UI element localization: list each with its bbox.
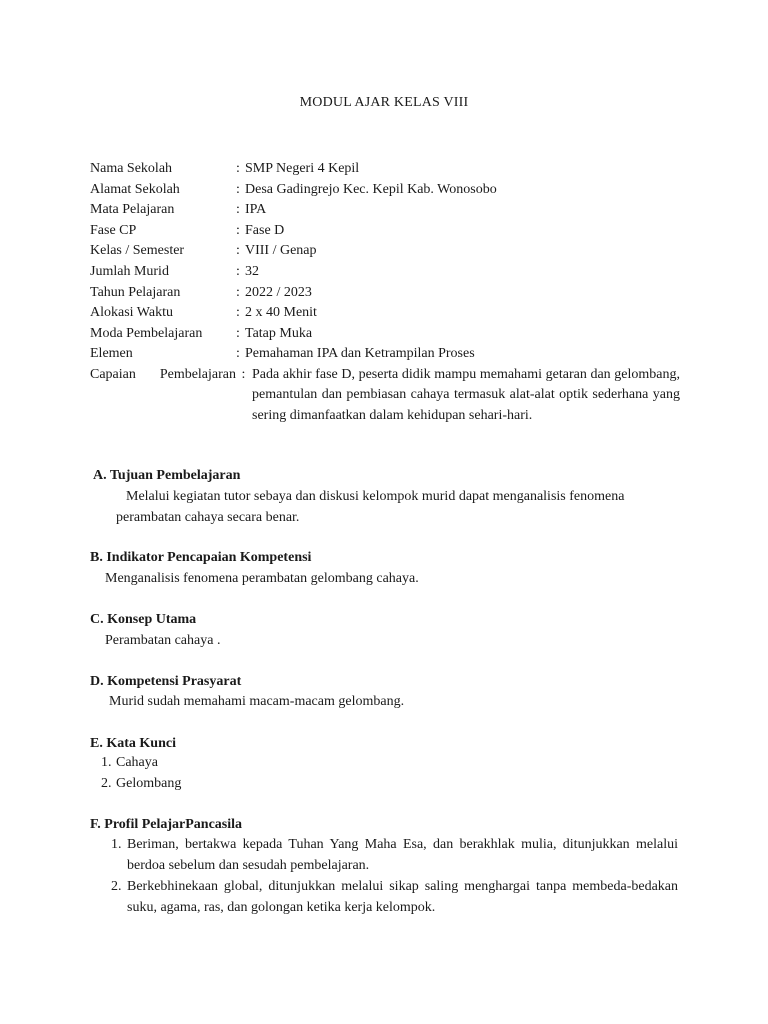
list-item bbox=[101, 753, 401, 774]
info-value: 32 bbox=[245, 263, 259, 279]
info-value: 2 x 40 Menit bbox=[245, 305, 317, 321]
info-row-fase-cp bbox=[90, 221, 680, 242]
info-row-jumlah-murid bbox=[90, 262, 680, 283]
info-colon: : bbox=[236, 305, 240, 321]
info-value: Pemahaman IPA dan Ketrampilan Proses bbox=[245, 346, 475, 362]
section-a-text-line-1: Melalui kegiatan tutor sebaya dan diskusi kelompok murid dapat menganalisis fenomena bbox=[126, 489, 625, 504]
document-title: MODUL AJAR KELAS VIII bbox=[299, 95, 469, 110]
info-label: Alamat Sekolah bbox=[90, 181, 180, 197]
list-item bbox=[101, 774, 401, 795]
info-row-moda-pembelajaran bbox=[90, 324, 680, 345]
info-value: Fase D bbox=[245, 222, 285, 238]
info-colon: : bbox=[236, 161, 240, 176]
info-label: Moda Pembelajaran bbox=[90, 325, 203, 341]
info-colon: : bbox=[236, 284, 240, 300]
info-row-elemen bbox=[90, 344, 680, 365]
section-f-heading: F. Profil PelajarPancasila bbox=[90, 817, 243, 832]
capaian-label-word-2: Pembelajaran bbox=[159, 366, 236, 382]
list-item bbox=[111, 877, 678, 918]
info-value: IPA bbox=[245, 202, 267, 218]
list-text: Berkebhinekaan global, ditunjukkan melalui sikap saling menghargai tanpa membeda-bedakan suku, agama, ras, dan golongan ketika kerja kelompok. bbox=[127, 879, 678, 915]
info-colon: : bbox=[236, 202, 240, 218]
keyword-list bbox=[101, 753, 401, 794]
info-row-alamat-sekolah bbox=[90, 180, 680, 201]
info-row-mata-pelajaran bbox=[90, 200, 680, 221]
list-text: Gelombang bbox=[116, 775, 182, 791]
list-text: Cahaya bbox=[116, 755, 158, 770]
info-label: Fase CP bbox=[90, 222, 137, 238]
info-row-nama-sekolah bbox=[90, 159, 680, 180]
school-info-table bbox=[90, 159, 680, 426]
list-number: 1. bbox=[111, 837, 122, 852]
info-label: Mata Pelajaran bbox=[90, 202, 175, 218]
info-label bbox=[90, 365, 236, 427]
info-label: Alokasi Waktu bbox=[90, 305, 173, 321]
info-value: Tatap Muka bbox=[245, 325, 313, 341]
info-colon: : bbox=[236, 222, 240, 238]
section-a-text-line-2: perambatan cahaya secara benar. bbox=[116, 510, 300, 525]
section-c-text: Perambatan cahaya . bbox=[105, 633, 221, 648]
section-b-heading: B. Indikator Pencapaian Kompetensi bbox=[90, 550, 312, 565]
info-label: Nama Sekolah bbox=[90, 161, 173, 176]
info-row-alokasi-waktu bbox=[90, 303, 680, 324]
list-number: 2. bbox=[101, 775, 112, 791]
capaian-label-word-1: Capaian bbox=[90, 366, 136, 382]
info-row-capaian-pembelajaran bbox=[90, 365, 680, 427]
section-e-heading: E. Kata Kunci bbox=[90, 736, 176, 751]
profil-pancasila-list bbox=[111, 835, 678, 918]
section-d-heading: D. Kompetensi Prasyarat bbox=[90, 674, 242, 689]
info-label: Jumlah Murid bbox=[90, 263, 169, 279]
info-colon: : bbox=[236, 346, 240, 362]
info-row-tahun-pelajaran bbox=[90, 283, 680, 304]
info-value: Desa Gadingrejo Kec. Kepil Kab. Wonosobo bbox=[245, 181, 497, 197]
section-b-text: Menganalisis fenomena perambatan gelombang cahaya. bbox=[105, 571, 419, 586]
list-item bbox=[111, 835, 678, 876]
info-value: SMP Negeri 4 Kepil bbox=[245, 161, 360, 176]
info-label: Tahun Pelajaran bbox=[90, 284, 181, 300]
section-c-heading: C. Konsep Utama bbox=[90, 612, 197, 627]
info-value: VIII / Genap bbox=[245, 243, 317, 259]
info-colon: : bbox=[236, 325, 240, 341]
info-colon: : bbox=[236, 181, 240, 197]
info-colon: : bbox=[236, 243, 240, 259]
list-text: Beriman, bertakwa kepada Tuhan Yang Maha Esa, dan berakhlak mulia, ditunjukkan melalui berdoa sebelum dan sesudah pembelajaran. bbox=[127, 837, 678, 873]
info-value: 2022 / 2023 bbox=[245, 284, 312, 300]
info-label: Elemen bbox=[90, 346, 133, 362]
info-colon: : bbox=[236, 263, 240, 279]
info-label: Kelas / Semester bbox=[90, 243, 185, 259]
info-colon: : bbox=[241, 366, 246, 382]
section-a-heading: A. Tujuan Pembelajaran bbox=[93, 468, 241, 483]
list-number: 2. bbox=[111, 879, 122, 894]
list-number: 1. bbox=[101, 755, 112, 770]
info-row-kelas-semester bbox=[90, 241, 680, 262]
section-d-text: Murid sudah memahami macam-macam gelombang. bbox=[109, 694, 405, 709]
capaian-value: Pada akhir fase D, peserta didik mampu memahami getaran dan gelombang, pemantulan dan pembiasan cahaya termasuk alat-alat optik sederhana yang sering dimanfaatkan dalam kehidupan sehari-hari. bbox=[252, 366, 680, 423]
